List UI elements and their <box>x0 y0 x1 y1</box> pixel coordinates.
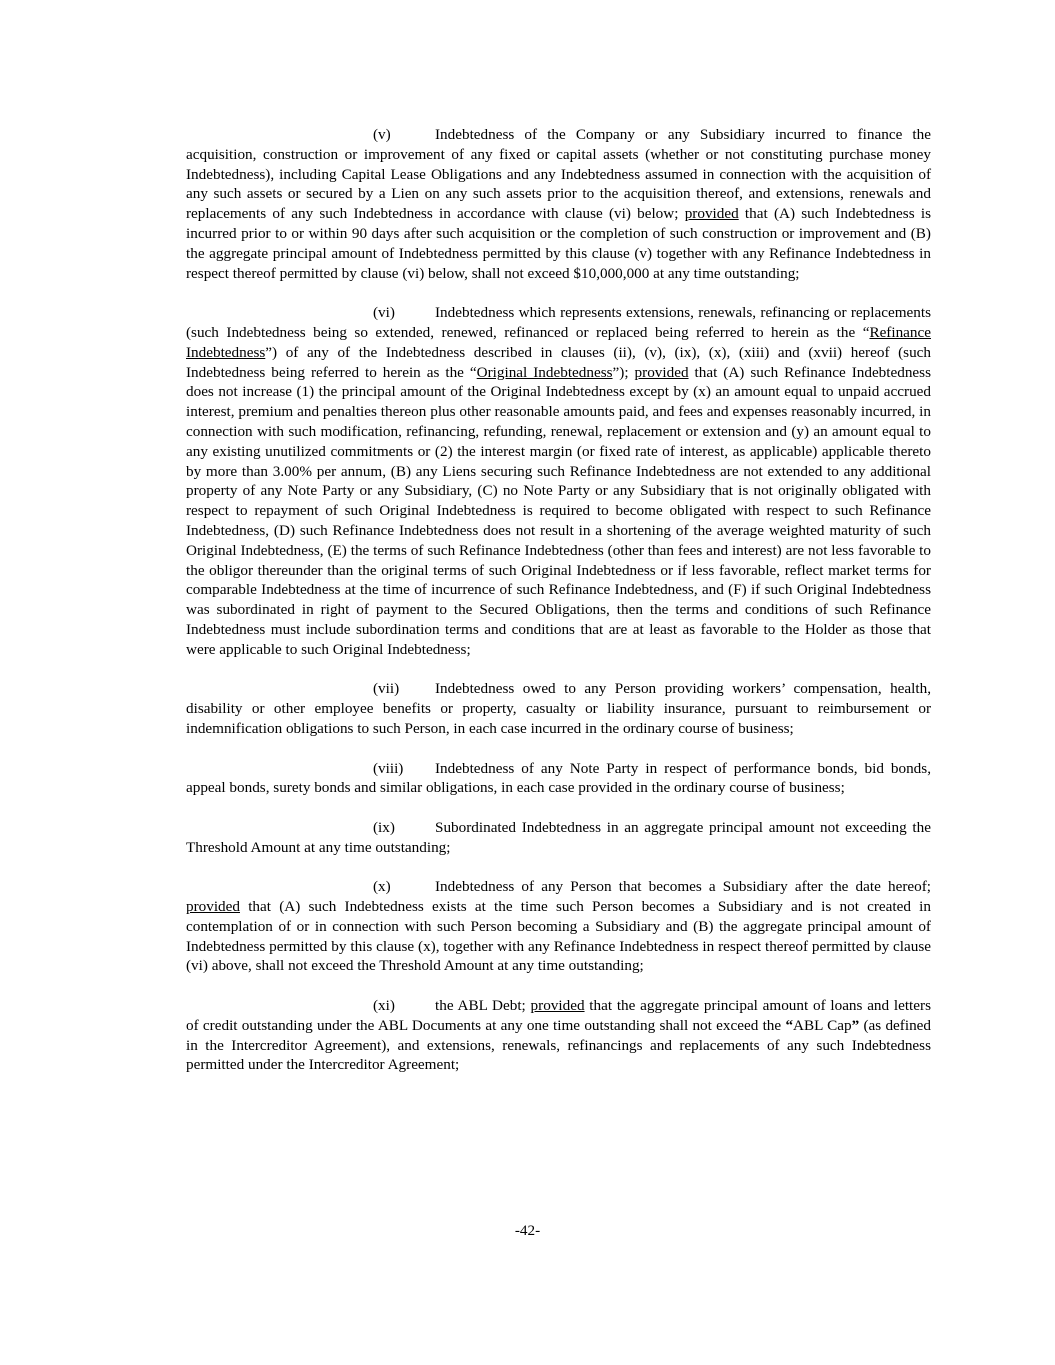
defined-term-original-indebtedness: Original Indebtedness <box>476 363 613 381</box>
page-number: -42- <box>514 1222 541 1239</box>
clause-number: (vi) <box>373 304 395 322</box>
clause-ix <box>186 818 931 858</box>
clause-text: that (A) such Indebtedness is incurred prior to or within 90 days after such acquisition or the completion of such construction or improvement and (B) the aggregate principal amount of Indebtedness permitted by this clause (v) together with any Refinance Indebtedness in respect thereof permitted by clause (vi) below, shall not exceed $10,000,000 at any time outstanding; <box>186 205 931 282</box>
clause-number: (ix) <box>373 818 395 836</box>
clause-text: (as defined in the Intercreditor Agreement), and extensions, renewals, refinancings and replacements of any such Indebtedness permitted under the Intercreditor Agreement; <box>186 1016 932 1074</box>
clause-text: that the aggregate principal amount of loans and letters of credit outstanding under the ABL Documents at any one time outstanding shall not exceed the <box>186 997 931 1034</box>
clause-number: (x) <box>373 878 391 896</box>
clause-v <box>186 125 931 283</box>
clause-vi <box>186 303 931 659</box>
provided-term: provided <box>186 898 240 916</box>
provided-term: provided <box>634 363 689 381</box>
defined-term-refinance-indebtedness: Refinance Indebtedness <box>186 323 931 361</box>
clause-text: Indebtedness of any Person that becomes a Subsidiary after the date hereof; <box>435 878 931 896</box>
defined-term-abl-cap: ABL Cap <box>793 1016 852 1034</box>
clause-viii <box>186 759 931 799</box>
document-body <box>186 125 931 1095</box>
quote-open: “ <box>785 1016 794 1034</box>
clause-vii <box>186 679 931 738</box>
clause-number: (viii) <box>373 759 404 777</box>
clause-text: Subordinated Indebtedness in an aggregate principal amount not exceeding the Threshold Amount at any time outstanding; <box>186 818 931 856</box>
clause-number: (vii) <box>373 680 400 698</box>
provided-term: provided <box>684 205 739 223</box>
clause-x <box>186 877 931 976</box>
clause-number: (xi) <box>373 997 395 1015</box>
clause-text: Indebtedness of any Note Party in respect of performance bonds, bid bonds, appeal bonds, surety bonds and similar obligations, in each case provided in the ordinary course of business; <box>186 759 931 797</box>
clause-text: ”) of any of the Indebtedness described in clauses (ii), (v), (ix), (x), (xiii) and (xvii) hereof (such Indebtedness being referred to herein as the “ <box>186 343 931 381</box>
clause-text: Indebtedness which represents extensions, renewals, refinancing or replacements (such Indebtedness being so extended, renewed, refinanced or replaced being referred to herein as the “ <box>186 304 931 341</box>
clause-text: that (A) such Refinance Indebtedness does not increase (1) the principal amount of the Original Indebtedness except by (x) an amount equal to unpaid accrued interest, premium and penalties thereon plus other reasonable amounts paid, and fees and expenses reasonably incurred, in connection with such modification, refinancing, refunding, renewal, replacement or extension and (y) an amount equal to any existing unutilized commitments or (2) the interest margin (or fixed rate of interest, as applicable) applicable thereto by more than 3.00% per annum, (B) any Liens securing such Refinance Indebtedness are not extended to any additional property of any Note Party or any Subsidiary, (C) no Note Party or any Subsidiary that is not originally obligated with respect to repayment of such Original Indebtedness is required to become obligated with respect to such Refinance Indebtedness, (D) such Refinance Indebtedness does not result in a shortening of the average weighted maturity of such Original Indebtedness, (E) the terms of such Refinance Indebtedness (other than fees and interest) are not less favorable to the obligor thereunder than the original terms of such Original Indebtedness or if less favorable, reflect market terms for comparable Indebtedness at the time of incurrence of such Refinance Indebtedness, and (F) if such Original Indebtedness was subordinated in right of payment to the Secured Obligations, then the terms and conditions of such Refinance Indebtedness must include subordination terms and conditions that are at least as favorable to the Holder as those that were applicable to such Original Indebtedness; <box>186 363 931 658</box>
clause-number: (v) <box>373 126 391 143</box>
clause-text: the ABL Debt; <box>435 997 531 1015</box>
clause-text: Indebtedness of the Company or any Subsidiary incurred to finance the acquisition, construction or improvement of any fixed or capital assets (whether or not constituting purchase money Indebtedness), including Capital Lease Obligations and any Indebtedness assumed in connection with the acquisition of any such assets or secured by a Lien on any such assets prior to the acquisition thereof, and extensions, renewals and replacements of any such Indebtedness in accordance with clause (vi) below; <box>186 126 931 223</box>
clause-text: that (A) such Indebtedness exists at the time such Person becomes a Subsidiary and is not created in contemplation of or in connection with such Person becoming a Subsidiary and (B) the aggregate principal amount of Indebtedness permitted by this clause (x), together with any Refinance Indebtedness in respect thereof permitted by clause (vi) above, shall not exceed the Threshold Amount at any time outstanding; <box>186 898 931 975</box>
quote-close: ” <box>851 1016 860 1034</box>
clause-xi <box>186 996 931 1075</box>
clause-text: Indebtedness owed to any Person providing workers’ compensation, health, disability or other employee benefits or property, casualty or liability insurance, pursuant to reimbursement or indemnification obligations to such Person, in each case incurred in the ordinary course of business; <box>186 680 931 737</box>
clause-text: ”); <box>612 363 635 381</box>
provided-term: provided <box>530 997 585 1015</box>
